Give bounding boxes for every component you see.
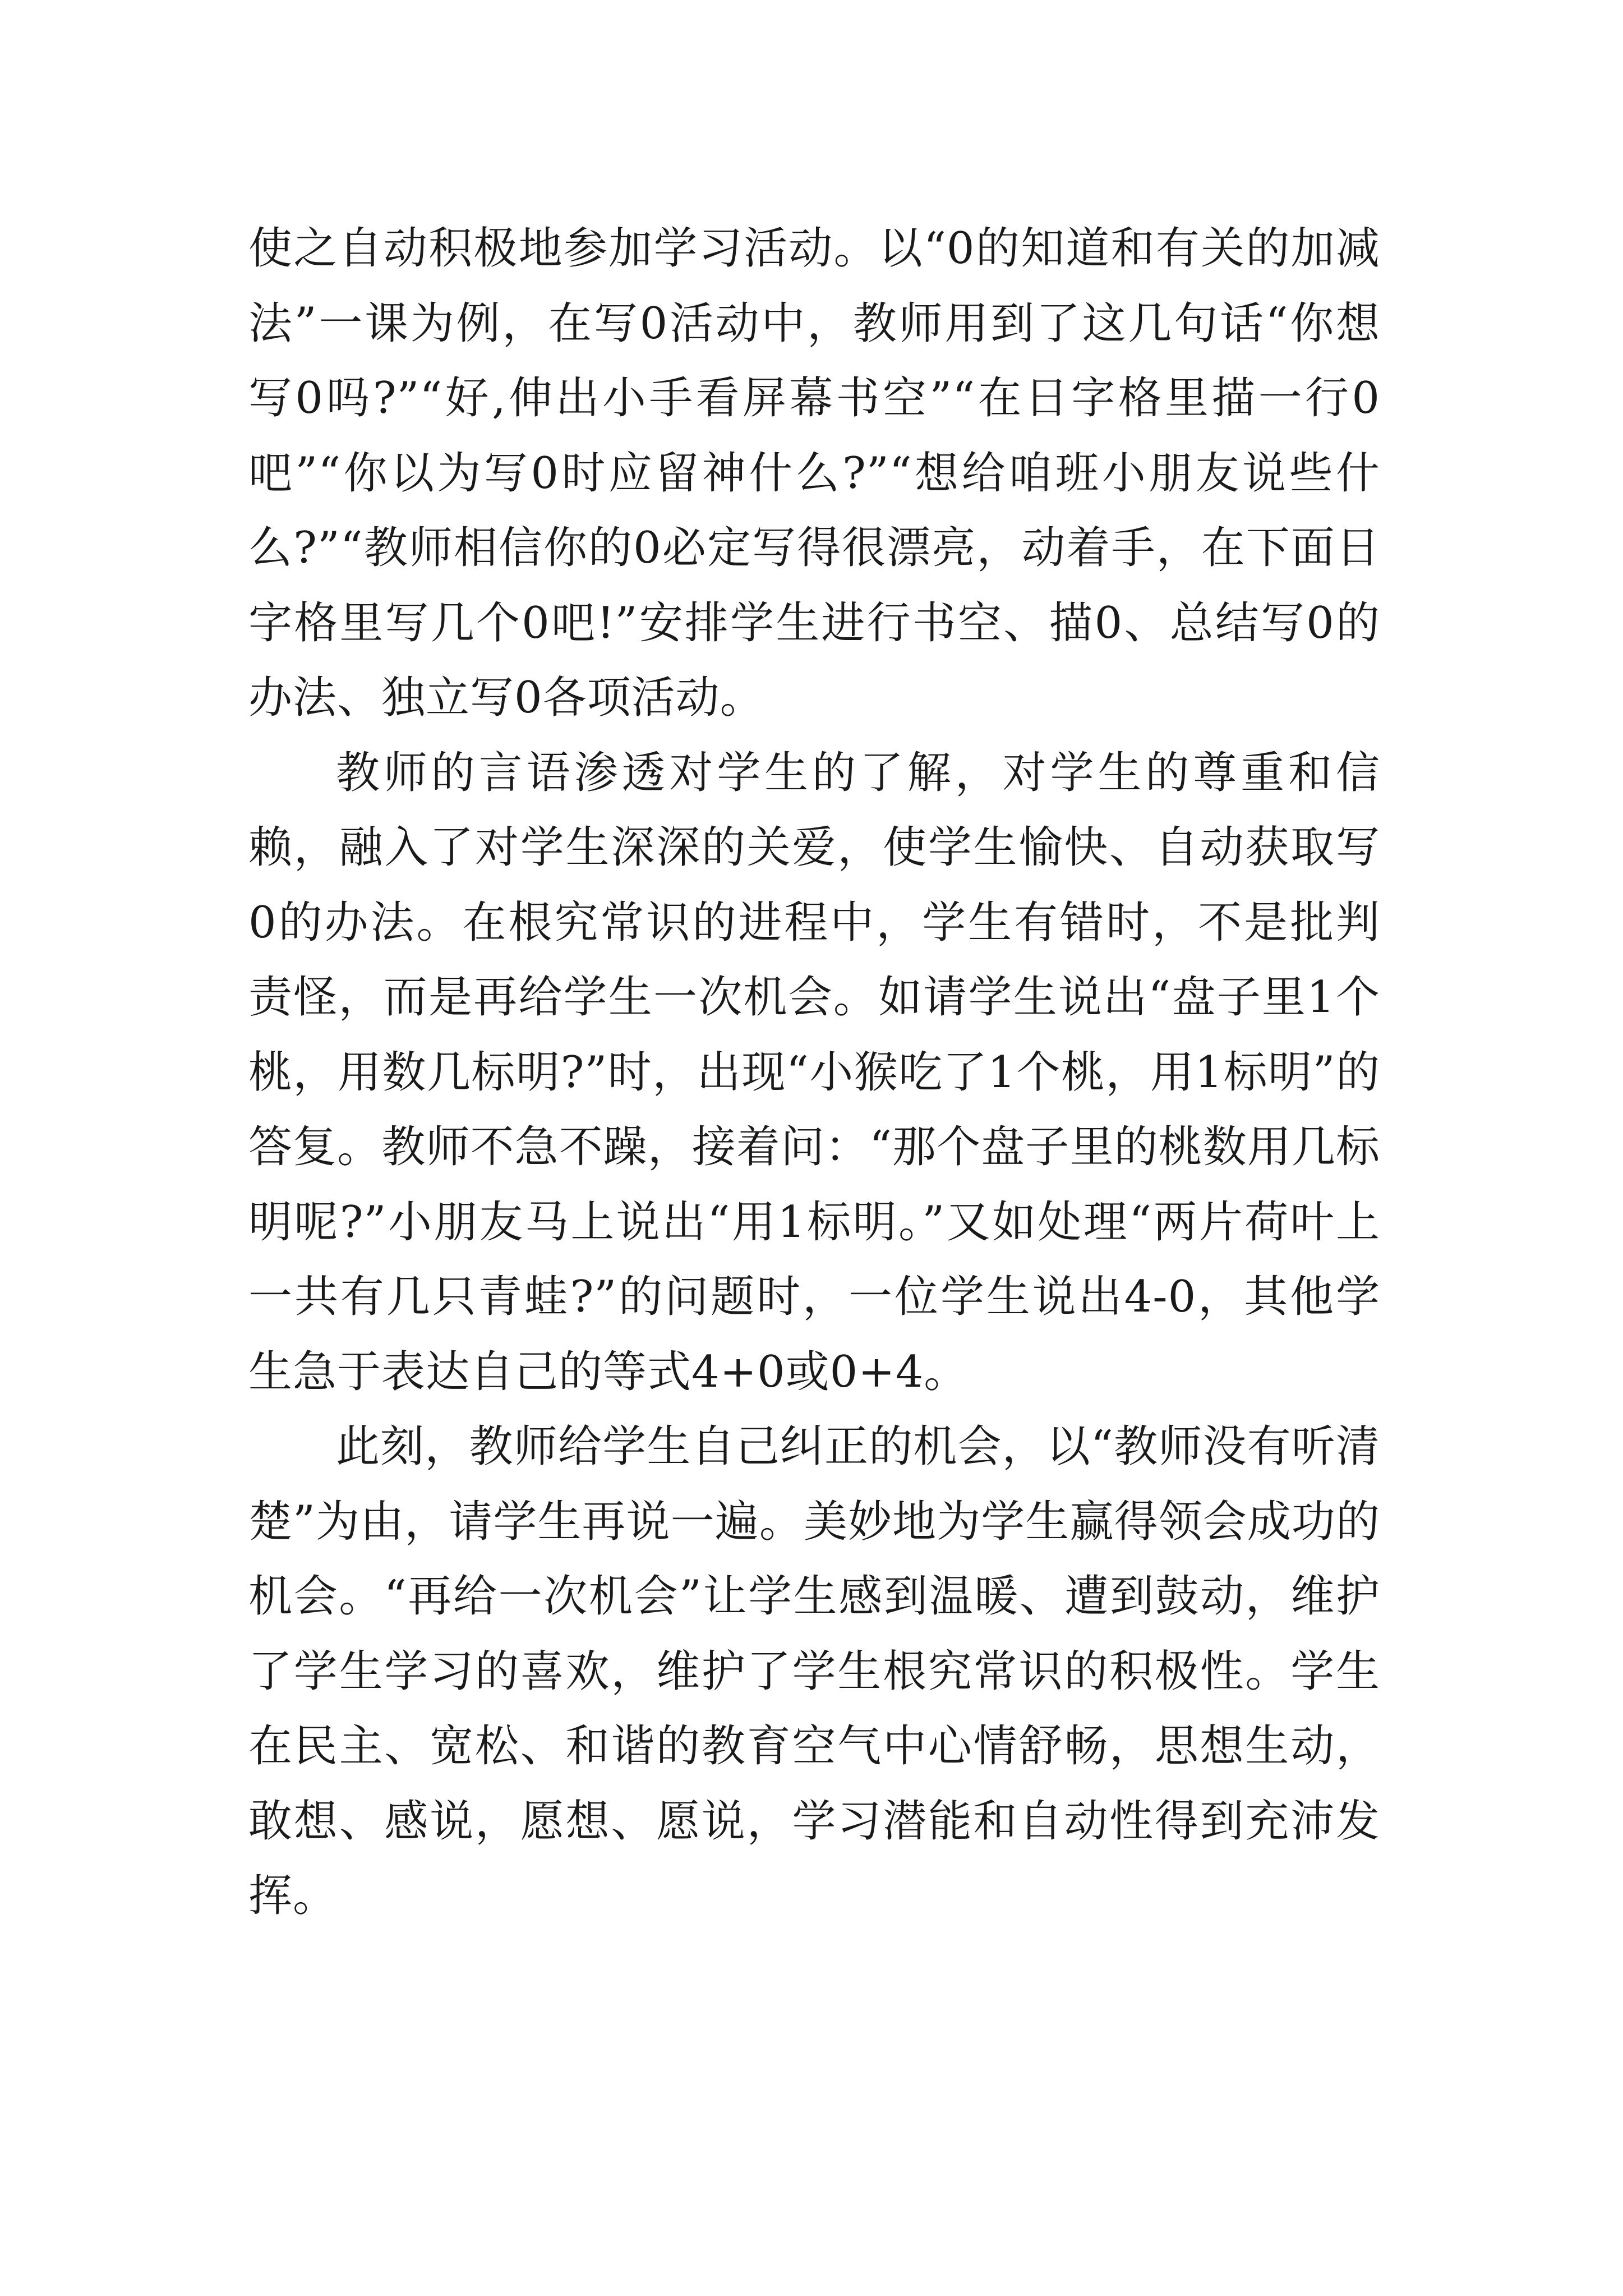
body-text xyxy=(248,211,1380,1934)
paragraph-3: 此刻，教师给学生自己纠正的机会，以“教师没有听清楚”为由，请学生再说一遍。美妙地为学生赢得领会成功的机会。“再给一次机会”让学生感到温暖、遭到鼓动，维护了学生学习的喜欢，维护了学生根究常识的积极性。学生在民主、宽松、和谐的教育空气中心情舒畅，思想生动，敢想、感说，愿想、愿说，学习潜能和自动性得到充沛发挥。 xyxy=(248,1421,1380,1921)
paragraph-1: 使之自动积极地参加学习活动。以“0的知道和有关的加减法”一课为例，在写0活动中，教师用到了这几句话“你想写0吗?”“好,伸出小手看屏幕书空”“在日字格里描一行0吧”“你以为写0时应留神什么?”“想给咱班小朋友说些什么?”“教师相信你的0必定写得很漂亮，动着手，在下面日字格里写几个0吧!”安排学生进行书空、描0、总结写0的办法、独立写0各项活动。 xyxy=(248,223,1380,723)
paragraph-2: 教师的言语渗透对学生的了解，对学生的尊重和信赖，融入了对学生深深的关爱，使学生愉快、自动获取写0的办法。在根究常识的进程中，学生有错时，不是批判责怪，而是再给学生一次机会。如请学生说出“盘子里1个桃，用数几标明?”时，出现“小猴吃了1个桃，用1标明”的答复。教师不急不躁，接着问：“那个盘子里的桃数用几标明呢?”小朋友马上说出“用1标明。”又如处理“两片荷叶上一共有几只青蛙?”的问题时，一位学生说出4-0，其他学生急于表达自己的等式4+0或0+4。 xyxy=(248,747,1380,1397)
